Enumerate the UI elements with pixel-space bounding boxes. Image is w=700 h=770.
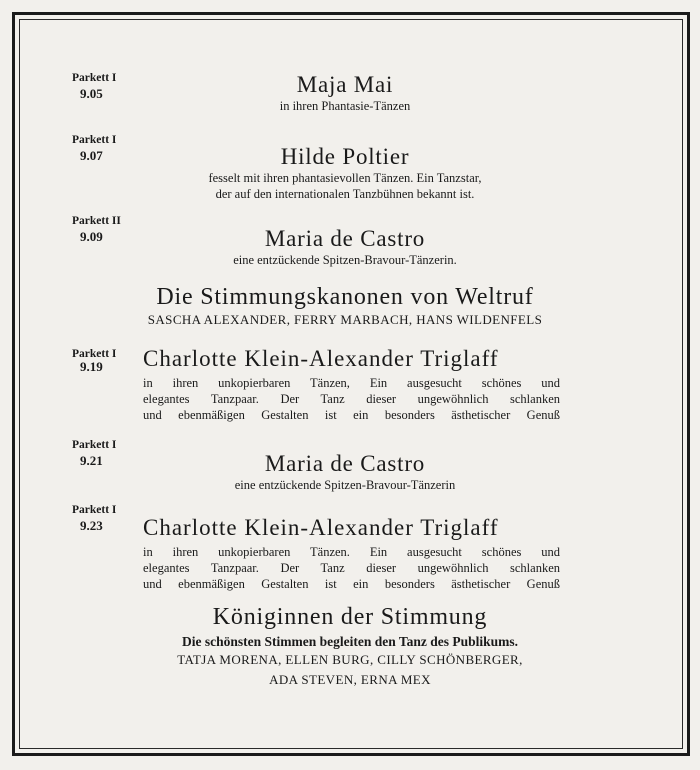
act-description: elegantes Tanzpaar. Der Tanz dieser ungewöhnlich schlanken xyxy=(143,392,560,406)
act-description: fesselt mit ihren phantasievollen Tänzen. Ein Tanzstar, xyxy=(208,171,482,185)
location: Parkett I xyxy=(72,348,117,360)
act-stimmungskanonen xyxy=(110,284,580,330)
act-tagline: Die schönsten Stimmen begleiten den Tanz des Publikums. xyxy=(181,634,519,649)
act-maria-de-castro-2 xyxy=(130,451,560,493)
performer-names: SASCHA ALEXANDER, FERRY MARBACH, HANS WILDENFELS xyxy=(147,312,543,327)
location: Parkett I xyxy=(72,504,117,516)
act-charlotte-klein xyxy=(143,346,560,423)
slot-charlotte-klein-2 xyxy=(72,502,116,534)
slot-hilde-poltier xyxy=(72,132,116,164)
act-maria-de-castro xyxy=(130,226,560,268)
act-description: in ihren Phantasie-Tänzen xyxy=(279,99,411,113)
act-title: Königinnen der Stimmung xyxy=(212,604,488,630)
act-charlotte-klein-2 xyxy=(143,515,560,592)
location: Parkett I xyxy=(72,134,117,146)
time: 9.05 xyxy=(80,86,103,101)
act-title: Maria de Castro xyxy=(264,226,426,251)
slot-maria-de-castro xyxy=(72,213,121,245)
act-title: Charlotte Klein-Alexander Triglaff xyxy=(143,515,499,540)
act-description: der auf den internationalen Tanzbühnen bekannt ist. xyxy=(215,187,475,201)
act-description: eine entzückende Spitzen-Bravour-Tänzerin xyxy=(234,478,456,492)
time: 9.09 xyxy=(80,229,103,244)
act-koeniginnen xyxy=(100,604,600,690)
location: Parkett I xyxy=(72,72,117,84)
act-maja-mai xyxy=(130,72,560,114)
act-description: und ebenmäßigen Gestalten ist ein besonders ästhetischer Genuß xyxy=(143,577,560,591)
slot-maria-de-castro-2 xyxy=(72,437,116,469)
act-hilde-poltier xyxy=(130,144,560,202)
time: 9.07 xyxy=(80,148,103,163)
act-title: Die Stimmungskanonen von Weltruf xyxy=(156,284,534,310)
act-title: Maria de Castro xyxy=(264,451,426,476)
act-title: Maja Mai xyxy=(296,72,394,97)
performer-names: ADA STEVEN, ERNA MEX xyxy=(269,672,431,687)
act-title: Charlotte Klein-Alexander Triglaff xyxy=(143,346,499,371)
time: 9.21 xyxy=(80,453,103,468)
location: Parkett II xyxy=(72,215,121,227)
performer-names: TATJA MORENA, ELLEN BURG, CILLY SCHÖNBERGER, xyxy=(177,652,523,667)
slot-maja-mai xyxy=(72,70,116,102)
slot-charlotte-klein xyxy=(72,346,116,375)
act-title: Hilde Poltier xyxy=(280,144,410,169)
act-description: elegantes Tanzpaar. Der Tanz dieser ungewöhnlich schlanken xyxy=(143,561,560,575)
act-description: in ihren unkopierbaren Tänzen. Ein ausgesucht schönes und xyxy=(143,545,560,559)
act-description: in ihren unkopierbaren Tänzen, Ein ausgesucht schönes und xyxy=(143,376,560,390)
act-description: eine entzückende Spitzen-Bravour-Tänzerin. xyxy=(233,253,457,267)
act-description: und ebenmäßigen Gestalten ist ein besonders ästhetischer Genuß xyxy=(143,408,560,422)
time: 9.19 xyxy=(80,359,103,374)
location: Parkett I xyxy=(72,439,117,451)
time: 9.23 xyxy=(80,518,103,533)
